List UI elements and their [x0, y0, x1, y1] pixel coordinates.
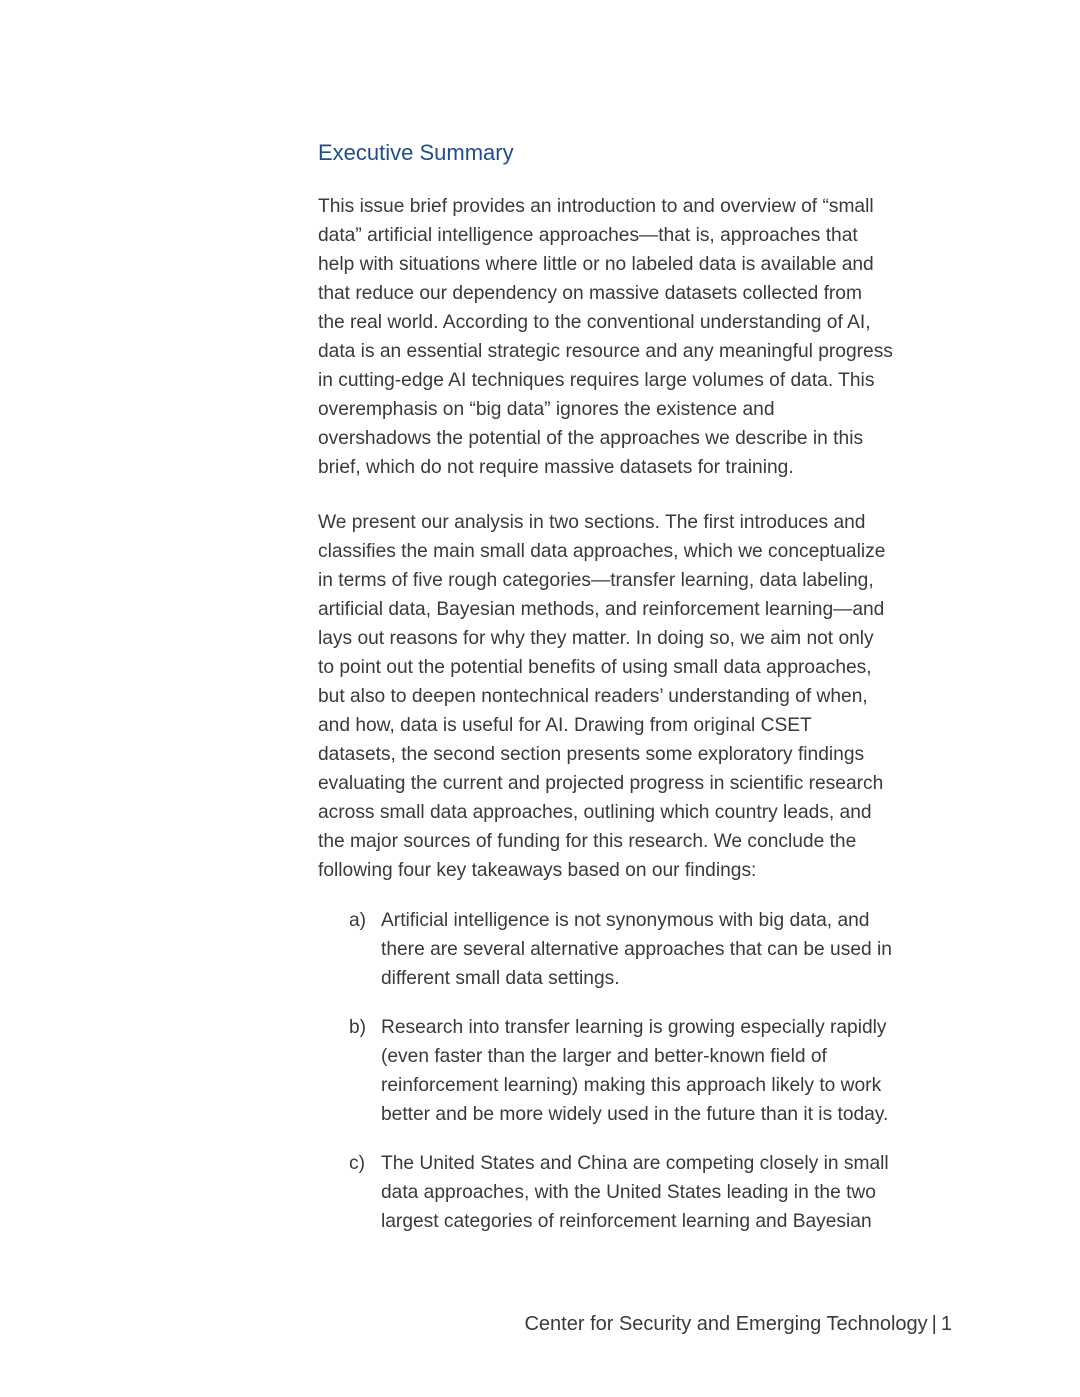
list-item-text: The United States and China are competing closely in small data approaches, with the United States leading in the two largest categories of reinforcement learning and Bayesian	[381, 1153, 889, 1232]
page-footer	[524, 1309, 952, 1339]
takeaways-list	[318, 906, 958, 1236]
body-paragraph: We present our analysis in two sections. The first introduces and classifies the main small data approaches, which we conceptualize in terms of five rough categories—transfer learning, data labeling, artificial data, Bayesian methods, and reinforcement learning—and lays out reasons for why they matter. In doing so, we aim not only to point out the potential benefits of using small data approaches, but also to deepen nontechnical readers’ understanding of when, and how, data is useful for AI. Drawing from original CSET datasets, the second section presents some exploratory findings evaluating the current and projected progress in scientific research across small data approaches, outlining which country leads, and the major sources of funding for this research. We conclude the following four key takeaways based on our findings:	[318, 512, 886, 881]
body-paragraph: This issue brief provides an introduction to and overview of “small data” artificial intelligence approaches—that is, approaches that help with situations where little or no labeled data is available and that reduce our dependency on massive datasets collected from the real world. According to the conventional understanding of AI, data is an essential strategic resource and any meaningful progress in cutting-edge AI techniques requires large volumes of data. This overemphasis on “big data” ignores the existence and overshadows the potential of the approaches we describe in this brief, which do not require massive datasets for training.	[318, 196, 893, 478]
list-item	[318, 1013, 958, 1129]
list-marker: b)	[349, 1017, 367, 1038]
list-item	[318, 1149, 958, 1236]
footer-organization: Center for Security and Emerging Technology	[524, 1313, 928, 1335]
page-number: 1	[940, 1313, 952, 1335]
list-item	[318, 906, 958, 993]
list-item-text: Artificial intelligence is not synonymous with big data, and there are several alternative approaches that can be used in different small data settings.	[381, 910, 892, 989]
footer-separator: |	[931, 1313, 937, 1335]
list-item-text: Research into transfer learning is growing especially rapidly (even faster than the larger and better-known field of reinforcement learning) making this approach likely to work better and be more widely used in the future than it is today.	[381, 1017, 889, 1125]
main-content	[318, 136, 958, 1236]
list-marker: c)	[349, 1153, 365, 1174]
section-title: Executive Summary	[318, 140, 514, 165]
list-marker: a)	[349, 910, 367, 931]
